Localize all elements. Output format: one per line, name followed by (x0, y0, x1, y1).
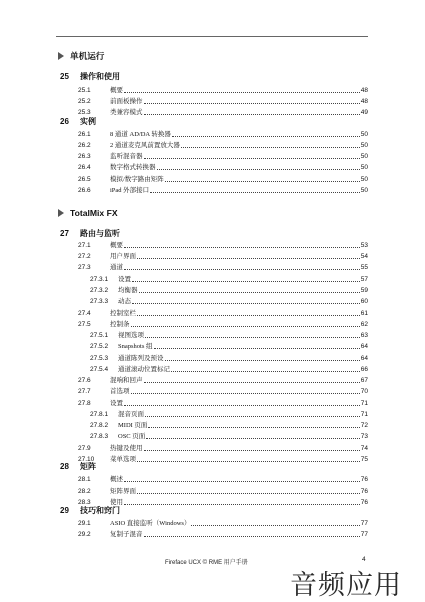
toc-entry-number: 29.2 (78, 531, 91, 538)
toc-entry[interactable] (90, 421, 368, 431)
page-number: 4 (362, 556, 366, 563)
dot-leader (137, 461, 360, 462)
chapter-number: 28 (60, 462, 69, 471)
dot-leader (131, 393, 360, 394)
toc-entry-number: 26.6 (78, 187, 91, 194)
page-footer: Fireface UCX © RME 用户手册 (165, 560, 248, 566)
toc-entry-page: 74 (360, 445, 368, 452)
triangle-bullet-icon (58, 52, 64, 60)
dot-leader (137, 315, 360, 316)
toc-entry[interactable] (78, 399, 368, 409)
toc-entry-page: 60 (360, 298, 368, 305)
toc-entry-title: 概要 (110, 87, 123, 94)
toc-entry-title: 2 通道麦克风前置放大器 (110, 142, 180, 149)
toc-entry[interactable] (90, 297, 368, 307)
toc-entry-number: 27.3.2 (90, 287, 109, 294)
dot-leader (144, 450, 360, 451)
toc-entry[interactable] (78, 130, 368, 140)
toc-entry-title: 使用 (110, 499, 123, 506)
toc-entry-page: 48 (360, 98, 368, 105)
toc-entry-page: 64 (360, 355, 368, 362)
toc-entry-title: 概要 (110, 242, 123, 249)
section-heading (58, 50, 104, 62)
toc-entry[interactable] (90, 275, 368, 285)
toc-entry-title: 混音页面 (118, 411, 144, 418)
toc-entry[interactable] (78, 309, 368, 319)
dot-leader (181, 147, 360, 148)
toc-entry[interactable] (78, 387, 368, 397)
toc-entry-title: 监听混音器 (110, 153, 143, 160)
dot-leader (146, 438, 359, 439)
toc-entry[interactable] (78, 252, 368, 262)
toc-entry-number: 27.8.2 (90, 422, 109, 429)
toc-entry-number: 26.4 (78, 164, 91, 171)
toc-entry-title: MIDI 页面 (118, 422, 148, 429)
dot-leader (124, 269, 360, 270)
chapter-title: 实例 (80, 117, 96, 126)
toc-entry-number: 27.6 (78, 377, 91, 384)
dot-leader (131, 326, 360, 327)
dot-leader (139, 292, 360, 293)
toc-entry-title: 用户界面 (110, 253, 136, 260)
toc-entry-number: 29.1 (78, 520, 91, 527)
toc-entry-page: 73 (360, 433, 368, 440)
toc-entry[interactable] (90, 286, 368, 296)
toc-entry-page: 48 (360, 87, 368, 94)
dot-leader (172, 136, 360, 137)
toc-entry-number: 27.3.1 (90, 276, 109, 283)
toc-entry-title: 动态 (118, 298, 131, 305)
toc-entry[interactable] (90, 331, 368, 341)
toc-entry[interactable] (78, 444, 368, 454)
toc-entry[interactable] (90, 432, 368, 442)
toc-entry-page: 75 (360, 456, 368, 463)
toc-entry-number: 26.5 (78, 176, 91, 183)
toc-entry-title: 控制室栏 (110, 310, 136, 317)
dot-leader (124, 92, 360, 93)
toc-entry[interactable] (90, 365, 368, 375)
dot-leader (124, 481, 360, 482)
toc-entry-page: 71 (360, 411, 368, 418)
toc-entry-title: 复制子混音 (110, 531, 143, 538)
toc-entry-page: 54 (360, 253, 368, 260)
toc-entry-title: 8 通道 AD/DA 转换器 (110, 131, 171, 138)
toc-entry[interactable] (78, 519, 368, 529)
toc-entry-page: 49 (360, 109, 368, 116)
dot-leader (191, 525, 359, 526)
toc-entry-page: 50 (360, 176, 368, 183)
toc-entry-number: 27.5.1 (90, 332, 109, 339)
dot-leader (144, 114, 360, 115)
chapter-title: 技巧和窍门 (80, 506, 120, 515)
toc-entry[interactable] (78, 186, 368, 196)
chapter-number: 29 (60, 506, 69, 515)
toc-entry-title: 均衡器 (118, 287, 138, 294)
toc-entry-number: 25.2 (78, 98, 91, 105)
triangle-bullet-icon (58, 209, 64, 217)
toc-entry-title: 模拟/数字路由矩阵 (110, 176, 164, 183)
dot-leader (132, 281, 360, 282)
dot-leader (150, 192, 360, 193)
toc-entry-page: 76 (360, 476, 368, 483)
toc-entry-title: 类兼容模式 (110, 109, 143, 116)
dot-leader (171, 371, 360, 372)
toc-entry-page: 50 (360, 131, 368, 138)
toc-entry-page: 63 (360, 332, 368, 339)
toc-entry-page: 77 (360, 520, 368, 527)
toc-entry[interactable] (78, 376, 368, 386)
section-title: 单机运行 (70, 51, 105, 61)
chapter-number: 27 (60, 229, 69, 238)
dot-leader (165, 360, 360, 361)
toc-entry-title: 概述 (110, 476, 123, 483)
dot-leader (145, 337, 360, 338)
toc-entry[interactable] (90, 342, 368, 352)
dot-leader (145, 416, 360, 417)
toc-entry-number: 27.4 (78, 310, 91, 317)
toc-entry-title: iPad 外部接口 (110, 187, 150, 194)
toc-entry-number: 27.10 (78, 456, 95, 463)
dot-leader (137, 258, 360, 259)
toc-entry-page: 76 (360, 488, 368, 495)
toc-entry-number: 27.1 (78, 242, 91, 249)
toc-entry-number: 27.7 (78, 388, 91, 395)
dot-leader (154, 348, 360, 349)
toc-entry[interactable] (78, 498, 368, 508)
chapter-title: 矩阵 (80, 462, 96, 471)
toc-entry-title: Snapshots 组 (118, 343, 153, 350)
toc-entry[interactable] (90, 410, 368, 420)
toc-entry-number: 25.1 (78, 87, 91, 94)
header-rule (56, 36, 368, 37)
toc-entry-page: 64 (360, 343, 368, 350)
toc-entry-number: 25.3 (78, 109, 91, 116)
toc-entry-page: 77 (360, 531, 368, 538)
dot-leader (144, 103, 360, 104)
toc-entry[interactable] (78, 530, 368, 540)
toc-entry-title: 控制条 (110, 321, 130, 328)
toc-entry[interactable] (78, 263, 368, 273)
toc-entry-title: 通道陈列及预设 (118, 355, 164, 362)
toc-entry-number: 27.5.4 (90, 366, 109, 373)
chapter-heading (60, 228, 368, 239)
toc-entry-page: 55 (360, 264, 368, 271)
toc-entry-number: 27.8.1 (90, 411, 109, 418)
toc-entry-title: 设置 (110, 400, 123, 407)
toc-entry[interactable] (78, 455, 368, 465)
dot-leader (148, 427, 359, 428)
chapter-title: 路由与监听 (80, 229, 120, 238)
toc-entry-title: 设置 (118, 276, 131, 283)
toc-entry[interactable] (78, 152, 368, 162)
chapter-number: 25 (60, 72, 69, 81)
toc-entry-number: 26.1 (78, 131, 91, 138)
toc-entry[interactable] (78, 475, 368, 485)
chapter-heading (60, 71, 368, 82)
toc-entry-page: 67 (360, 377, 368, 384)
toc-entry-title: 混响和回声 (110, 377, 143, 384)
toc-entry[interactable] (78, 141, 368, 151)
toc-entry[interactable] (90, 354, 368, 364)
toc-entry-number: 26.3 (78, 153, 91, 160)
toc-entry-title: 前面板操作 (110, 98, 143, 105)
toc-entry-number: 27.8 (78, 400, 91, 407)
toc-entry-number: 27.8.3 (90, 433, 109, 440)
dot-leader (124, 247, 360, 248)
toc-entry-title: 通道滚动位置标记 (118, 366, 170, 373)
dot-leader (144, 536, 360, 537)
toc-entry-page: 76 (360, 499, 368, 506)
dot-leader (132, 303, 360, 304)
toc-entry-number: 27.5.3 (90, 355, 109, 362)
toc-entry-page: 50 (360, 187, 368, 194)
toc-entry-page: 50 (360, 153, 368, 160)
chapter-title: 操作和使用 (80, 72, 120, 81)
toc-entry-page: 70 (360, 388, 368, 395)
dot-leader (124, 504, 360, 505)
toc-entry[interactable] (78, 163, 368, 173)
watermark-text: 音频应用 (290, 570, 402, 601)
toc-entry-number: 28.2 (78, 488, 91, 495)
toc-entry-number: 26.2 (78, 142, 91, 149)
dot-leader (144, 382, 360, 383)
toc-entry[interactable] (78, 175, 368, 185)
toc-entry-title: 菜单选项 (110, 456, 136, 463)
toc-entry[interactable] (78, 97, 368, 107)
toc-entry-title: 数字格式转换器 (110, 164, 156, 171)
dot-leader (124, 405, 360, 406)
section-heading (58, 207, 118, 219)
toc-entry-number: 27.5 (78, 321, 91, 328)
dot-leader (144, 158, 360, 159)
toc-entry-number: 28.3 (78, 499, 91, 506)
toc-entry-title: 首选项 (110, 388, 130, 395)
toc-entry-page: 62 (360, 321, 368, 328)
toc-entry-page: 61 (360, 310, 368, 317)
toc-entry-title: 视图选项 (118, 332, 144, 339)
toc-entry-page: 66 (360, 366, 368, 373)
toc-entry-number: 28.1 (78, 476, 91, 483)
dot-leader (165, 181, 360, 182)
toc-entry-number: 27.3 (78, 264, 91, 271)
toc-entry-page: 59 (360, 287, 368, 294)
section-title: TotalMix FX (70, 208, 118, 218)
dot-leader (137, 493, 360, 494)
toc-entry-page: 71 (360, 400, 368, 407)
toc-entry-number: 27.3.3 (90, 298, 109, 305)
chapter-number: 26 (60, 117, 69, 126)
toc-entry-title: ASIO 直接监听（Windows） (110, 520, 191, 527)
toc-entry[interactable] (78, 241, 368, 251)
toc-entry-page: 50 (360, 164, 368, 171)
toc-entry-page: 72 (360, 422, 368, 429)
toc-entry[interactable] (78, 320, 368, 330)
toc-entry-title: 通道 (110, 264, 123, 271)
toc-entry-number: 27.2 (78, 253, 91, 260)
toc-entry-number: 27.9 (78, 445, 91, 452)
toc-entry-page: 50 (360, 142, 368, 149)
toc-entry[interactable] (78, 108, 368, 118)
dot-leader (157, 169, 360, 170)
toc-entry-title: OSC 页面 (118, 433, 146, 440)
toc-entry-page: 57 (360, 276, 368, 283)
toc-entry-number: 27.5.2 (90, 343, 109, 350)
toc-entry-page: 53 (360, 242, 368, 249)
toc-entry-title: 热键及使用 (110, 445, 143, 452)
toc-entry-title: 矩阵界面 (110, 488, 136, 495)
toc-entry[interactable] (78, 86, 368, 96)
toc-entry[interactable] (78, 487, 368, 497)
